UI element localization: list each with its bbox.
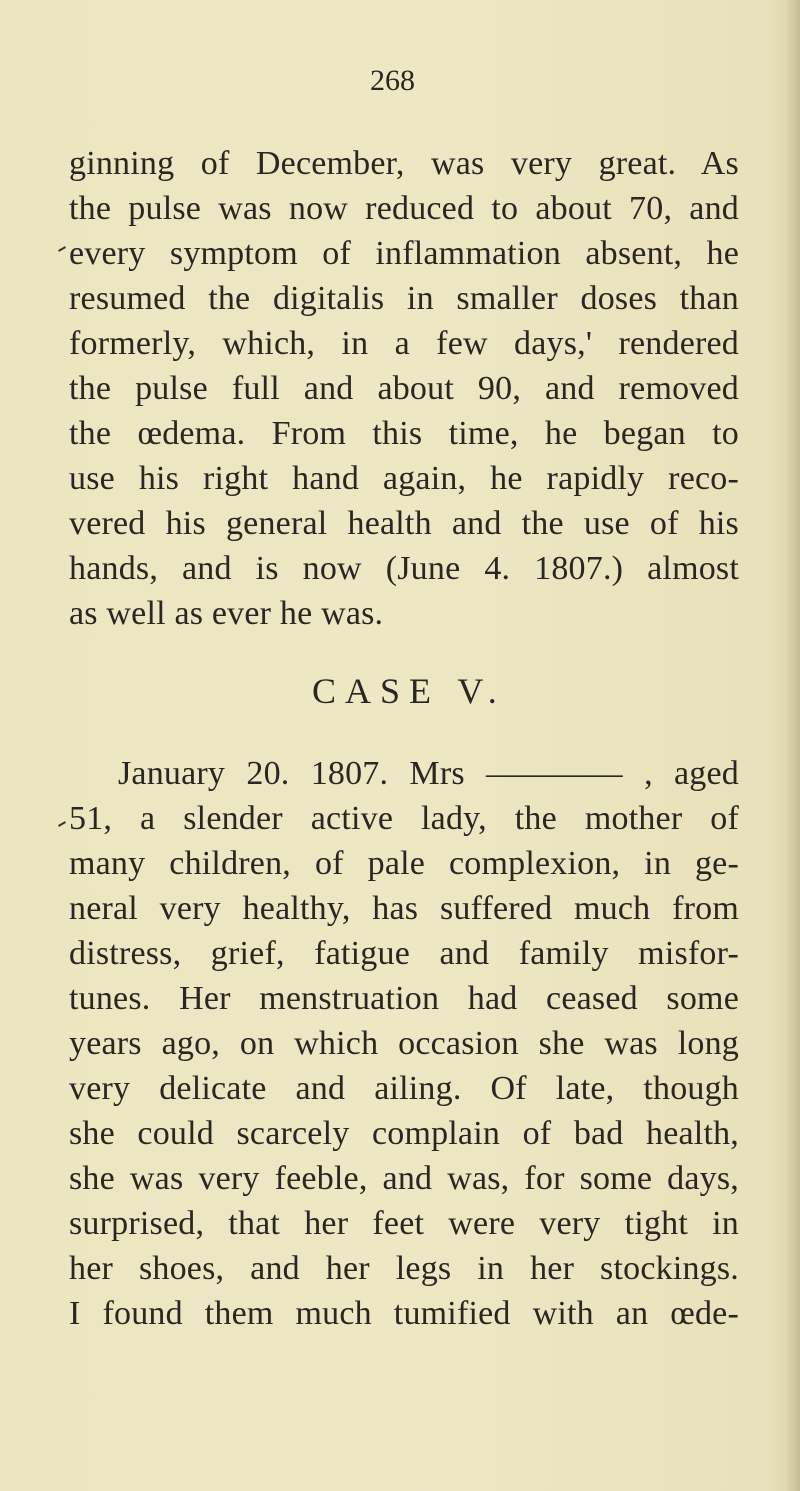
text-line: the pulse full and about 90, and removed <box>69 370 739 407</box>
text-line: I found them much tumified with an œde- <box>69 1295 739 1332</box>
text-line: many children, of pale complexion, in ge- <box>69 845 739 882</box>
page-number: 268 <box>370 64 415 97</box>
ink-mark <box>58 821 66 827</box>
text-line: very delicate and ailing. Of late, though <box>69 1070 739 1107</box>
text-line: January 20. 1807. Mrs ———— , aged <box>118 755 739 792</box>
text-line: the œdema. From this time, he began to <box>69 415 739 452</box>
text-line: tunes. Her menstruation had ceased some <box>69 980 739 1017</box>
text-line: as well as ever he was. <box>69 595 384 632</box>
text-line: she was very feeble, and was, for some days, <box>69 1160 739 1197</box>
text-line: years ago, on which occasion she was long <box>69 1025 739 1062</box>
ink-mark <box>58 246 66 252</box>
text-line: resumed the digitalis in smaller doses than <box>69 280 739 317</box>
section-heading: CASE V. <box>312 671 506 711</box>
text-line: the pulse was now reduced to about 70, and <box>69 190 739 227</box>
text-line: hands, and is now (June 4. 1807.) almost <box>69 550 739 587</box>
text-line: she could scarcely complain of bad health, <box>69 1115 739 1152</box>
page-edge-shadow <box>786 0 800 1491</box>
text-line: surprised, that her feet were very tight in <box>69 1205 739 1242</box>
text-line: 51, a slender active lady, the mother of <box>69 800 739 837</box>
text-line: ginning of December, was very great. As <box>69 145 739 182</box>
text-line: her shoes, and her legs in her stockings. <box>69 1250 739 1287</box>
text-line: use his right hand again, he rapidly reco- <box>69 460 739 497</box>
text-line: distress, grief, fatigue and family misfor- <box>69 935 739 972</box>
text-line: vered his general health and the use of his <box>69 505 739 542</box>
text-line: formerly, which, in a few days,' rendered <box>69 325 739 362</box>
text-line: neral very healthy, has suffered much from <box>69 890 739 927</box>
text-line: every symptom of inflammation absent, he <box>69 235 739 272</box>
